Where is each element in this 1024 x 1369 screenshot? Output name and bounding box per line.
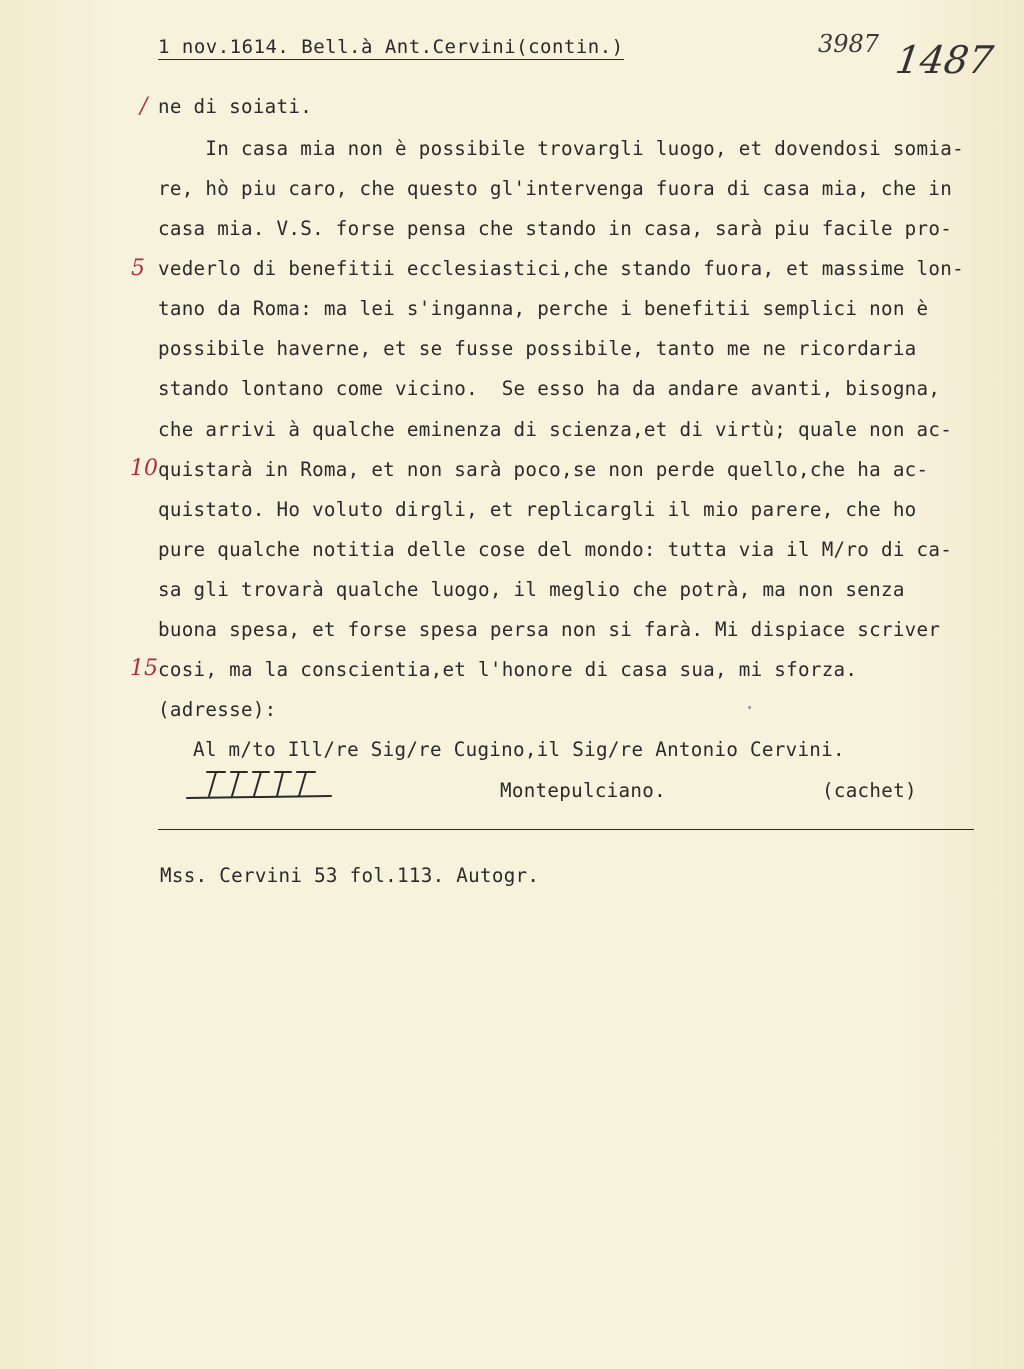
- handwritten-strokes-mark: [185, 766, 335, 806]
- cachet-note: (cachet): [822, 779, 917, 802]
- margin-mark-10: 10: [130, 456, 158, 481]
- margin-mark-15: 15: [130, 656, 158, 681]
- body-line: che arrivi à qualche eminenza di scienza,et di virtù; quale non ac-: [158, 418, 953, 441]
- body-line: cosi, ma la conscientia,et l'honore di casa sua, mi sforza.: [158, 658, 858, 681]
- address-label: (adresse):: [158, 698, 277, 721]
- body-line: possibile haverne, et se fusse possibile, tanto me ne ricordaria: [158, 337, 917, 360]
- place-name: Montepulciano.: [500, 779, 666, 802]
- body-line: tano da Roma: ma lei s'inganna, perche i benefitii semplici non è: [158, 297, 929, 320]
- handwritten-folio-number: 1487: [892, 38, 996, 82]
- source-reference: Mss. Cervini 53 fol.113. Autogr.: [160, 864, 540, 887]
- document-header: [158, 36, 624, 58]
- body-line: buona spesa, et forse spesa persa non si farà. Mi dispiace scriver: [158, 618, 941, 641]
- body-line: stando lontano come vicino. Se esso ha da andare avanti, bisogna,: [158, 377, 941, 400]
- archive-number-stamp: 3987: [818, 30, 880, 58]
- body-line: ne di soiati.: [158, 95, 313, 118]
- header-title: 1 nov.1614. Bell.à Ant.Cervini(contin.): [158, 36, 624, 58]
- margin-mark-1: /: [140, 94, 148, 119]
- divider-rule: [158, 829, 974, 830]
- body-line: pure qualche notitia delle cose del mondo: tutta via il M/ro di ca-: [158, 538, 953, 561]
- body-line: vederlo di benefitii ecclesiastici,che stando fuora, et massime lon-: [158, 257, 964, 280]
- body-line: casa mia. V.S. forse pensa che stando in casa, sarà piu facile pro-: [158, 217, 953, 240]
- address-line: Al m/to Ill/re Sig/re Cugino,il Sig/re Antonio Cervini.: [193, 738, 845, 761]
- body-line: quistarà in Roma, et non sarà poco,se non perde quello,che ha ac-: [158, 458, 929, 481]
- margin-mark-5: 5: [131, 256, 145, 281]
- body-line: In casa mia non è possibile trovargli luogo, et dovendosi somia-: [158, 137, 964, 160]
- ink-speck: [748, 706, 751, 709]
- body-line: quistato. Ho voluto dirgli, et replicargli il mio parere, che ho: [158, 498, 917, 521]
- body-line: re, hò piu caro, che questo gl'intervenga fuora di casa mia, che in: [158, 177, 953, 200]
- body-line: sa gli trovarà qualche luogo, il meglio che potrà, ma non senza: [158, 578, 905, 601]
